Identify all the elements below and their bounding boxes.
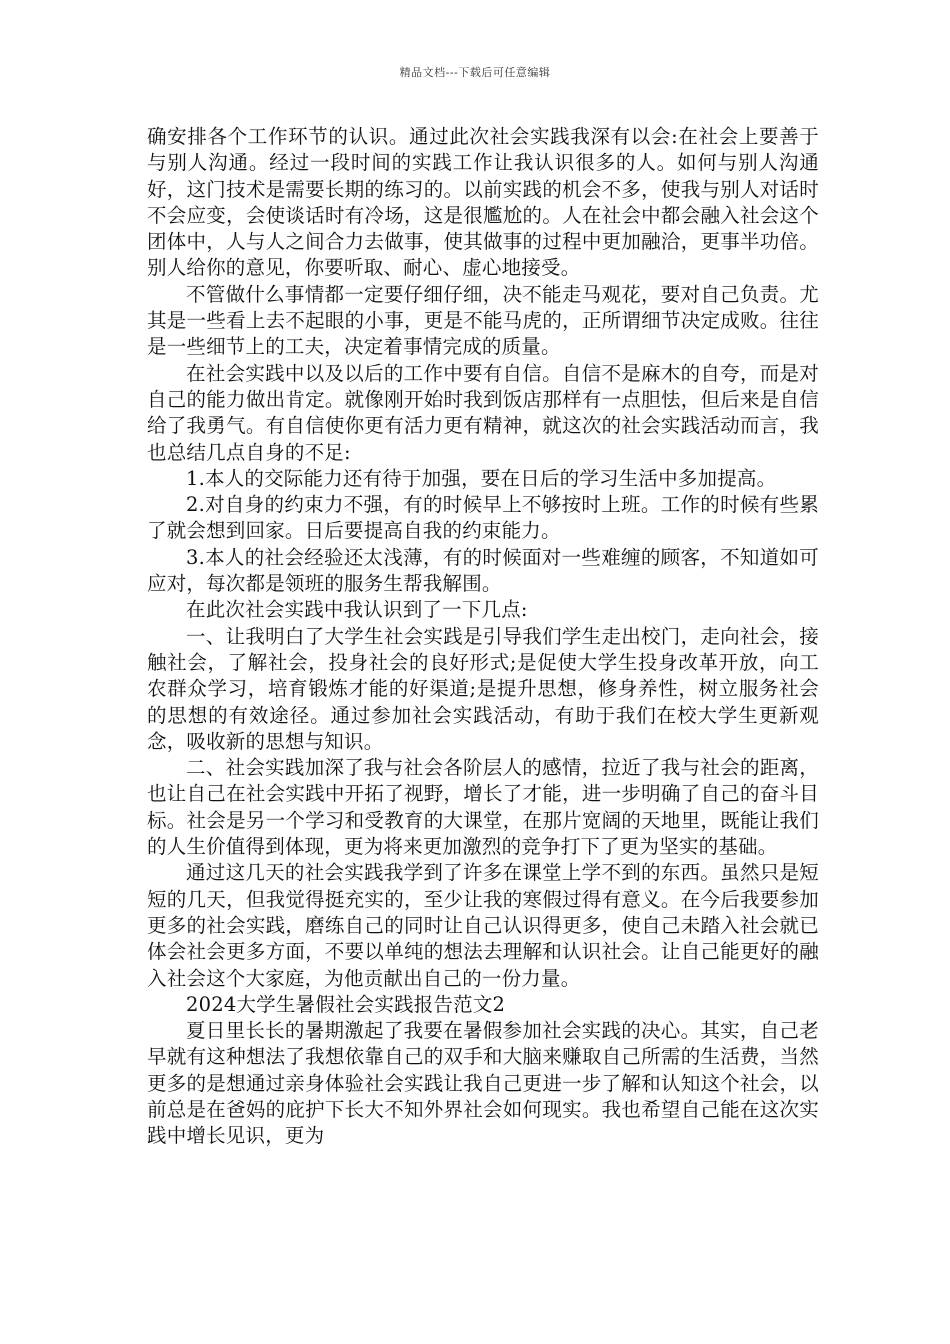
list-item-3: 3.本人的社会经验还太浅薄，有的时候面对一些难缠的顾客，不知道如可应对，每次都是领班的服务生帮我解围。 — [147, 545, 819, 596]
page-header: 精品文档---下载后可任意编辑 — [399, 66, 551, 79]
section-title: 2024大学生暑假社会实践报告范文2 — [186, 992, 506, 1016]
document-body — [147, 124, 819, 1150]
paragraph-conclusion: 通过这几天的社会实践我学到了许多在课堂上学不到的东西。虽然只是短短的几天，但我觉得挺充实的，至少让我的寒假过得有意义。在今后我要参加更多的社会实践，磨练自己的同时让自己认识得更多，使自己未踏入社会就已体会社会更多方面，不要以单纯的想法去理解和认识社会。让自己能更好的融入社会这个大家庭，为他贡献出自己的一份力量。 — [147, 861, 819, 990]
paragraph-2: 不管做什么事情都一定要仔细仔细，决不能走马观花，要对自己负责。尤其是一些看上去不起眼的小事，更是不能马虎的，正所谓细节决定成败。往往是一些细节上的工夫，决定着事情完成的质量。 — [147, 282, 819, 359]
point-two: 二、社会实践加深了我与社会各阶层人的感情，拉近了我与社会的距离，也让自己在社会实践中开拓了视野，增长了才能，进一步明确了自己的奋斗目标。社会是另一个学习和受教育的大课堂，在那片宽阔的天地里，既能让我们的人生价值得到体现，更为将来更加激烈的竞争打下了更为坚实的基础。 — [147, 756, 819, 859]
paragraph-3: 在社会实践中以及以后的工作中要有自信。自信不是麻木的自夸，而是对自己的能力做出肯定。就像刚开始时我到饭店那样有一点胆怯，但后来是自信给了我勇气。有自信使你更有活力更有精神，就这次的社会实践活动而言，我也总结几点自身的不足: — [147, 361, 819, 464]
list-item-1: 1.本人的交际能力还有待于加强，要在日后的学习生活中多加提高。 — [186, 466, 777, 490]
paragraph-section-2: 夏日里长长的暑期激起了我要在暑假参加社会实践的决心。其实，自己老早就有这种想法了我想依靠自己的双手和大脑来赚取自己所需的生活费，当然更多的是想通过亲身体验社会实践让我自己更进一步了解和认知这个社会，以前总是在爸妈的庇护下长大不知外界社会如何现实。我也希望自己能在这次实践中增长见识，更为 — [147, 1019, 819, 1148]
point-one: 一、让我明白了大学生社会实践是引导我们学生走出校门，走向社会，接触社会，了解社会，投身社会的良好形式;是促使大学生投身改革开放，向工农群众学习，培育锻炼才能的好渠道;是提升思想，修身养性，树立服务社会的思想的有效途径。通过参加社会实践活动，有助于我们在校大学生更新观念，吸收新的思想与知识。 — [147, 624, 819, 753]
paragraph-intro-points: 在此次社会实践中我认识到了一下几点: — [186, 598, 528, 622]
paragraph-1: 确安排各个工作环节的认识。通过此次社会实践我深有以会:在社会上要善于与别人沟通。经过一段时间的实践工作让我认识很多的人。如何与别人沟通好，这门技术是需要长期的练习的。以前实践的机会不多，使我与别人对话时不会应变，会使谈话时有冷场，这是很尷尬的。人在社会中都会融入社会这个团体中，人与人之间合力去做事，使其做事的过程中更加融洽，更事半功倍。别人给你的意见，你要听取、耐心、虚心地接受。 — [147, 125, 819, 280]
list-item-2: 2.对自身的约束力不强，有的时候早上不够按时上班。工作的时候有些累了就会想到回家。日后要提高自我的约束能力。 — [147, 493, 819, 543]
